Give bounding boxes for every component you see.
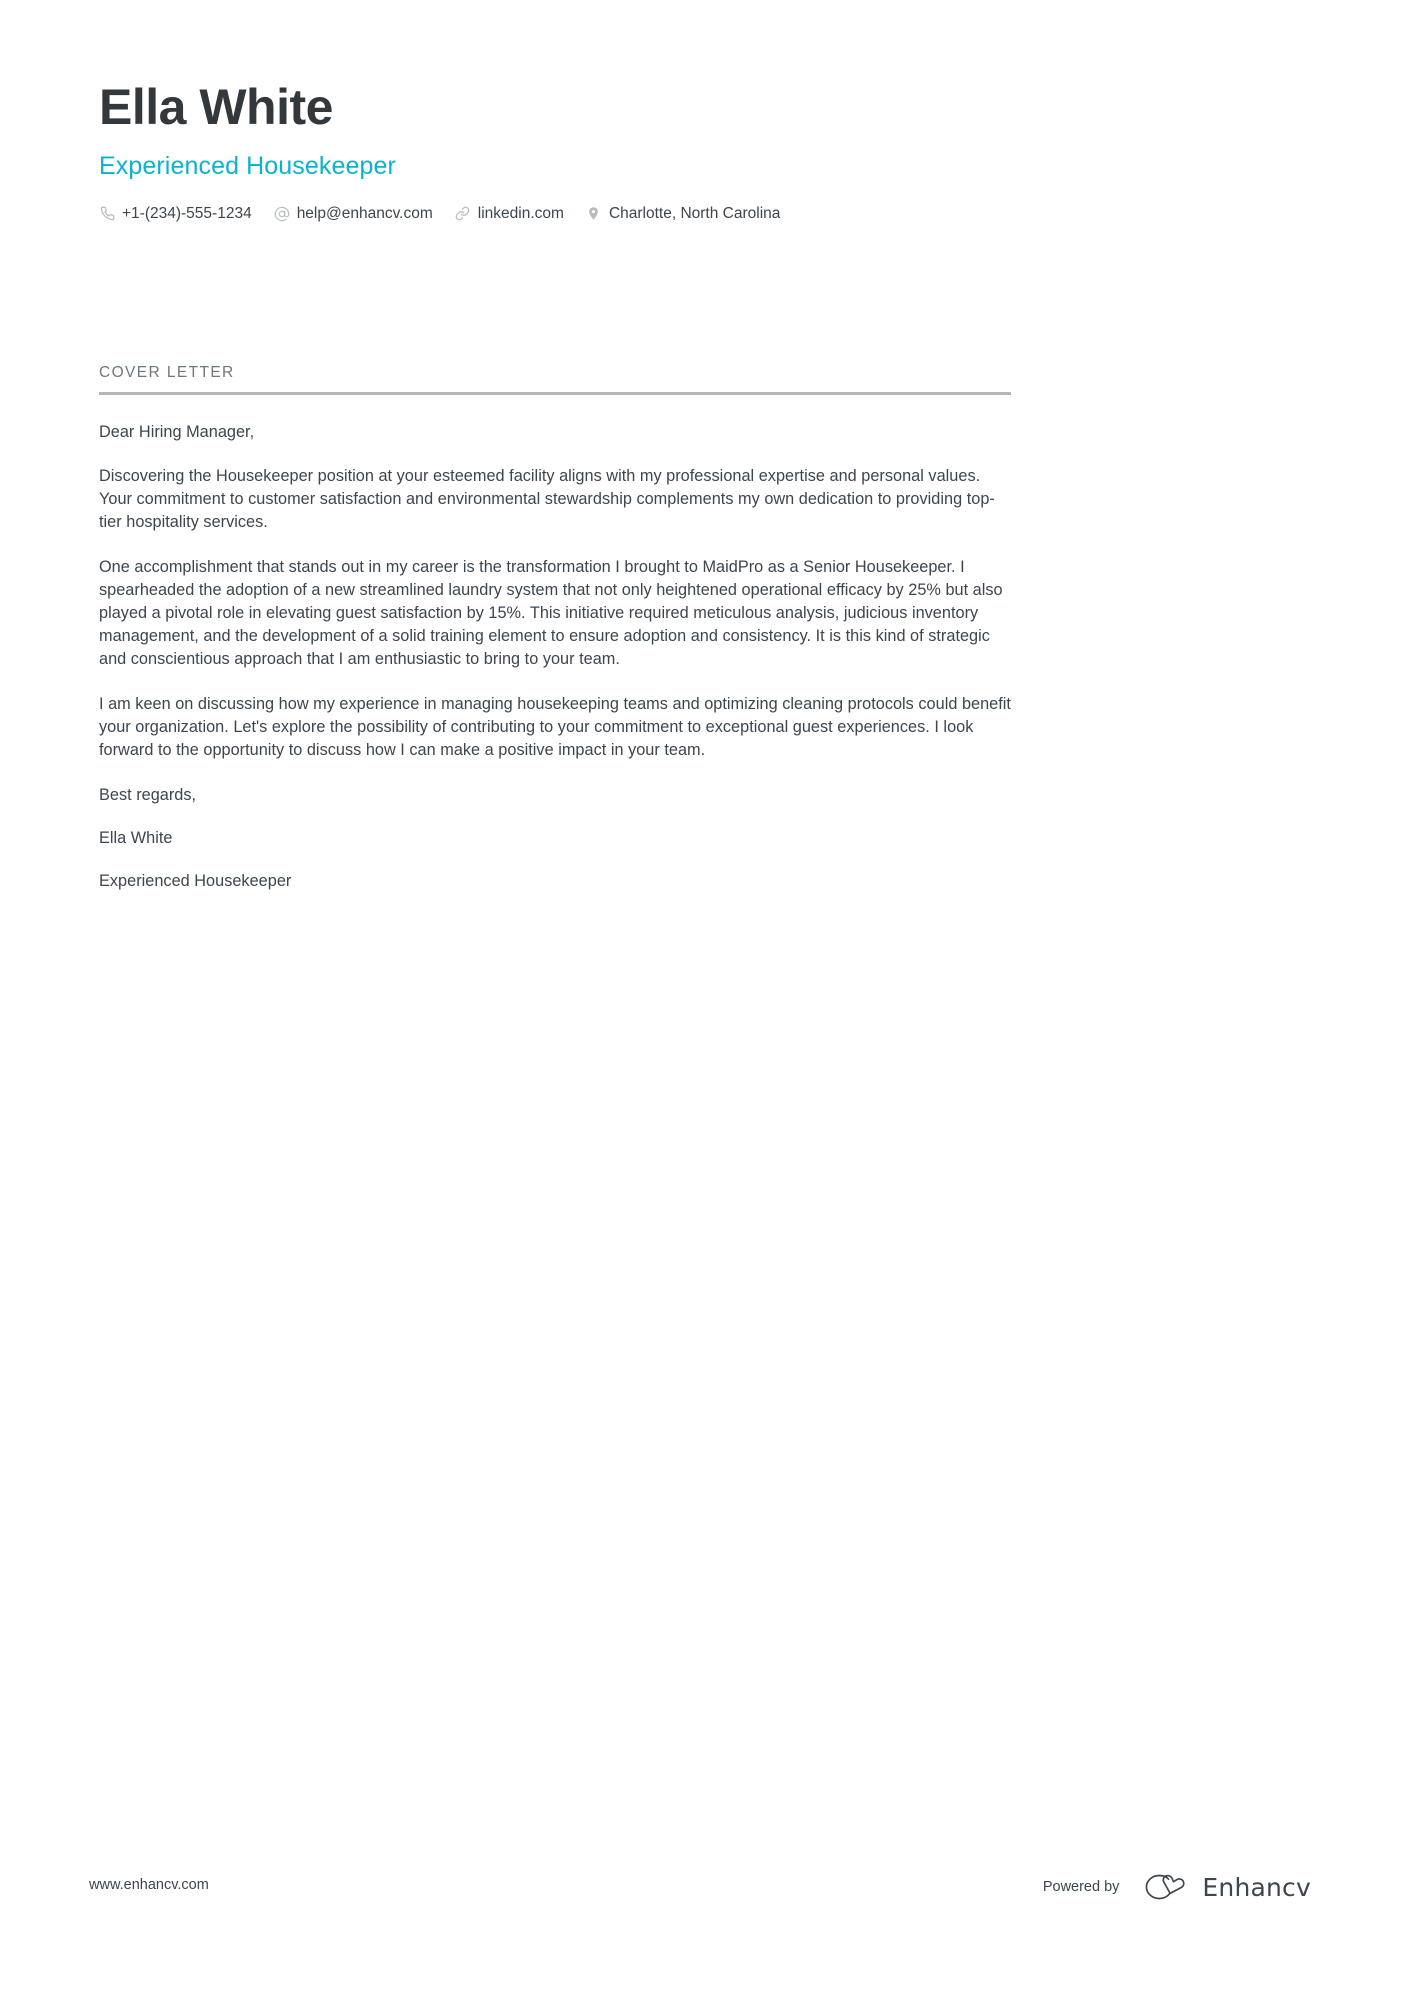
letter-paragraph-3: I am keen on discussing how my experience in managing housekeeping teams and optimizing cleaning protocols could benefit your organization. Let's explore the possibility of contributing to your commitment to exceptional guest experiences. I look forward to the opportunity to discuss how I can make a positive impact in your team. xyxy=(99,695,1011,760)
section-divider xyxy=(99,392,1011,395)
contact-email-value: help@enhancv.com xyxy=(296,204,433,222)
document-footer xyxy=(0,1870,1410,1910)
candidate-job-title: Experienced Housekeeper xyxy=(99,152,396,180)
powered-by-label: Powered by xyxy=(1042,1878,1120,1895)
enhancv-logo[interactable] xyxy=(1142,1872,1311,1902)
candidate-name: Ella White xyxy=(99,79,333,135)
contact-linkedin[interactable] xyxy=(455,206,564,222)
letter-body xyxy=(99,421,1011,894)
contact-phone[interactable] xyxy=(99,206,252,222)
cover-letter-section xyxy=(99,365,1011,893)
contact-location-value: Charlotte, North Carolina xyxy=(608,204,781,222)
letter-paragraph-2: One accomplishment that stands out in my career is the transformation I brought to MaidPro as a Senior Housekeeper. I spearheaded the adoption of a new streamlined laundry system that not only heightened operational efficacy by 25% but also played a pivotal role in elevating guest satisfaction by 15%. This initiative required meticulous analysis, judicious inventory management, and the development of a solid training element to ensure adoption and consistency. It is this kind of strategic and conscientious approach that I am enthusiastic to bring to your team. xyxy=(99,558,1003,669)
location-pin-icon xyxy=(586,206,602,222)
letter-paragraph-1: Discovering the Housekeeper position at your esteemed facility aligns with my professional expertise and personal values. Your commitment to customer satisfaction and environmental stewardship complements my own dedication to providing top-tier hospitality services. xyxy=(99,467,995,532)
email-icon xyxy=(274,206,290,222)
footer-website-url[interactable]: www.enhancv.com xyxy=(89,1877,209,1893)
contact-phone-value: +1-(234)-555-1234 xyxy=(122,204,252,222)
letter-signature-name: Ella White xyxy=(99,829,173,848)
letter-closing: Best regards, xyxy=(99,786,197,805)
phone-icon xyxy=(99,206,115,222)
letter-signature-title: Experienced Housekeeper xyxy=(99,872,292,891)
section-title: COVER LETTER xyxy=(99,364,235,381)
contact-row xyxy=(99,206,1311,222)
contact-linkedin-value: linkedin.com xyxy=(477,204,564,222)
enhancv-logo-icon xyxy=(1142,1872,1188,1902)
powered-by-block xyxy=(1043,1870,1311,1904)
link-icon xyxy=(455,206,471,222)
letter-salutation: Dear Hiring Manager, xyxy=(99,422,255,441)
document-header xyxy=(99,80,1311,222)
contact-location xyxy=(586,206,780,222)
enhancv-brand-name: Enhancv xyxy=(1202,1872,1311,1902)
contact-email[interactable] xyxy=(274,206,433,222)
